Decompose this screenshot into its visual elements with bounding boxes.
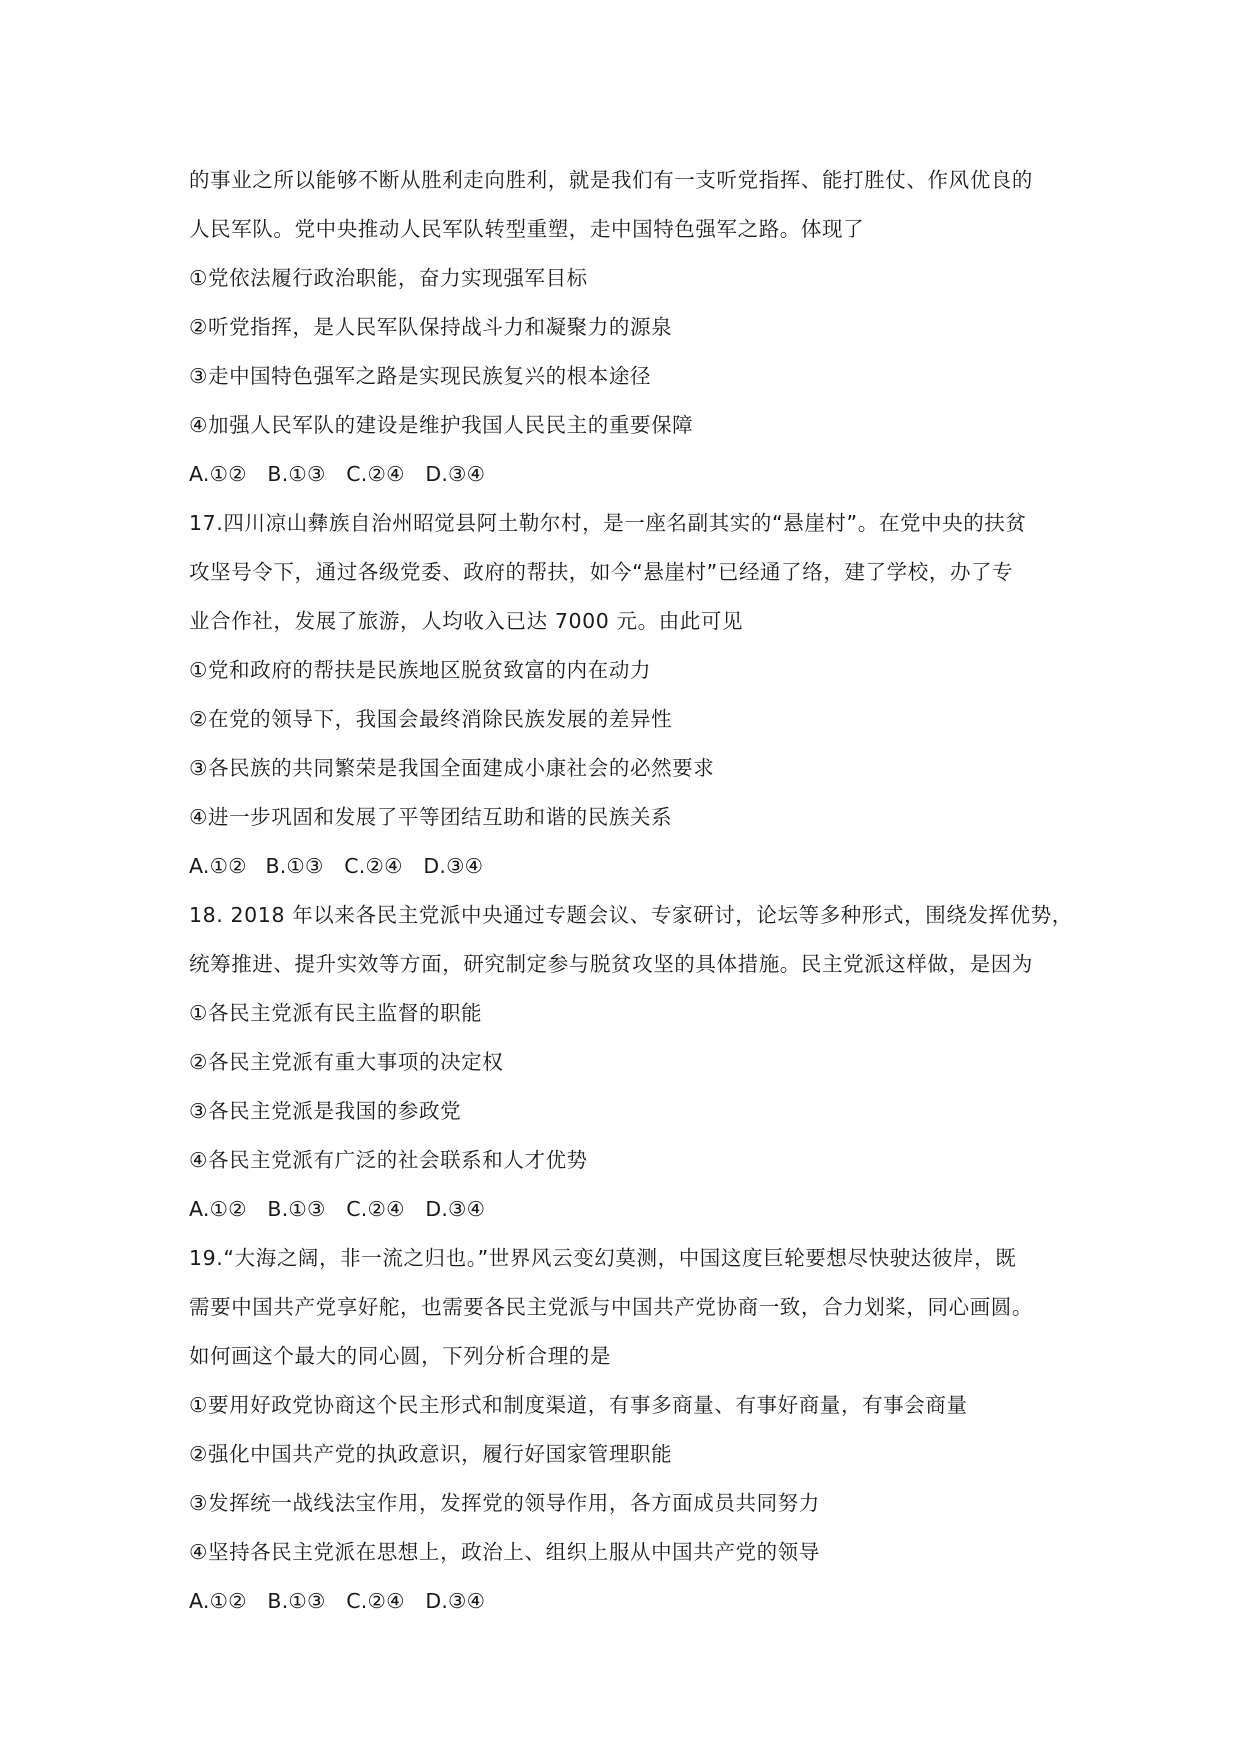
q17-stem-line-3: 业合作社，发展了旅游，人均收入已达 7000 元。由此可见 bbox=[189, 609, 744, 633]
q18-options: A.①② B.①③ C.②④ D.③④ bbox=[189, 1197, 486, 1221]
q19-statement-4: ④坚持各民主党派在思想上，政治上、组织上服从中国共产党的领导 bbox=[189, 1540, 820, 1564]
q19-options: A.①② B.①③ C.②④ D.③④ bbox=[189, 1589, 486, 1613]
q16-statement-1: ①党依法履行政治职能，奋力实现强军目标 bbox=[189, 266, 588, 290]
q17-statement-1: ①党和政府的帮扶是民族地区脱贫致富的内在动力 bbox=[189, 658, 652, 682]
document-body bbox=[189, 156, 1073, 1626]
q19-statement-1: ①要用好政党协商这个民主形式和制度渠道，有事多商量、有事好商量，有事会商量 bbox=[189, 1393, 968, 1417]
q17-statement-3: ③各民族的共同繁荣是我国全面建成小康社会的必然要求 bbox=[189, 756, 715, 780]
q19-statement-2: ②强化中国共产党的执政意识，履行好国家管理职能 bbox=[189, 1442, 673, 1466]
q16-stem-line-1: 的事业之所以能够不断从胜利走向胜利，就是我们有一支听党指挥、能打胜仗、作风优良的 bbox=[189, 168, 1033, 192]
q17-statement-2: ②在党的领导下，我国会最终消除民族发展的差异性 bbox=[189, 707, 673, 731]
q18-statement-3: ③各民主党派是我国的参政党 bbox=[189, 1099, 462, 1123]
q16-statement-3: ③走中国特色强军之路是实现民族复兴的根本途径 bbox=[189, 364, 652, 388]
q17-stem-line-2: 攻坚号令下，通过各级党委、政府的帮扶，如今“悬崖村”已经通了络，建了学校，办了专 bbox=[189, 560, 1014, 584]
q19-statement-3: ③发挥统一战线法宝作用，发挥党的领导作用，各方面成员共同努力 bbox=[189, 1491, 820, 1515]
q18-stem-line-1: 18. 2018 年以来各民主党派中央通过专题会议、专家研讨，论坛等多种形式，围绕发挥优势， bbox=[189, 903, 1073, 927]
q18-statement-4: ④各民主党派有广泛的社会联系和人才优势 bbox=[189, 1148, 588, 1172]
q19-stem-line-3: 如何画这个最大的同心圆，下列分析合理的是 bbox=[189, 1344, 611, 1368]
q16-statement-4: ④加强人民军队的建设是维护我国人民民主的重要保障 bbox=[189, 413, 694, 437]
q19-stem-line-1: 19.“大海之阔，非一流之归也。”世界风云变幻莫测，中国这度巨轮要想尽快驶达彼岸，既 bbox=[189, 1246, 1017, 1270]
q16-options: A.①② B.①③ C.②④ D.③④ bbox=[189, 462, 486, 486]
q19-stem-line-2: 需要中国共产党享好舵，也需要各民主党派与中国共产党协商一致，合力划桨，同心画圆。 bbox=[189, 1295, 1033, 1319]
q18-statement-2: ②各民主党派有重大事项的决定权 bbox=[189, 1050, 504, 1074]
q17-stem-line-1: 17.四川凉山彝族自治州昭觉县阿土勒尔村，是一座名副其实的“悬崖村”。在党中央的扶贫 bbox=[189, 511, 1027, 535]
q16-stem-line-2: 人民军队。党中央推动人民军队转型重塑，走中国特色强军之路。体现了 bbox=[189, 217, 865, 241]
q17-options: A.①② B.①③ C.②④ D.③④ bbox=[189, 854, 484, 878]
q18-stem-line-2: 统筹推进、提升实效等方面，研究制定参与脱贫攻坚的具体措施。民主党派这样做，是因为 bbox=[189, 952, 1033, 976]
q18-statement-1: ①各民主党派有民主监督的职能 bbox=[189, 1001, 483, 1025]
q16-statement-2: ②听党指挥，是人民军队保持战斗力和凝聚力的源泉 bbox=[189, 315, 673, 339]
q17-statement-4: ④进一步巩固和发展了平等团结互助和谐的民族关系 bbox=[189, 805, 673, 829]
